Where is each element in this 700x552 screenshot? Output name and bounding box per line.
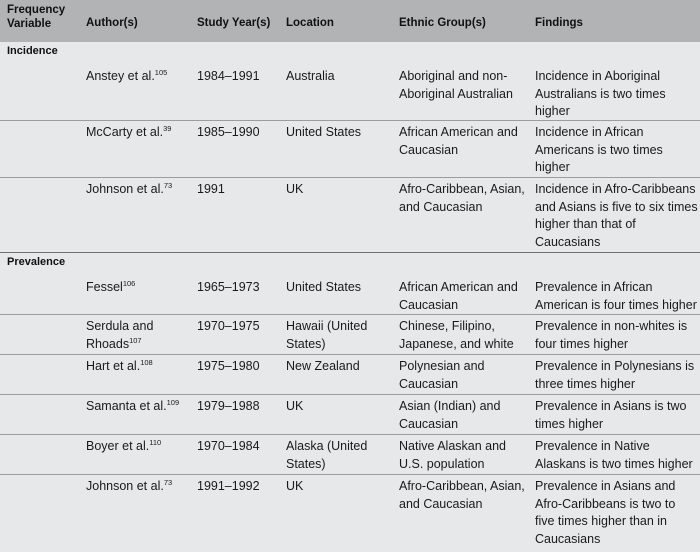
section-label-prevalence: Prevalence: [7, 256, 66, 268]
cell-study-year: 1991–1992: [197, 479, 260, 493]
cell-author: Serdula and Rhoads$^{107}$: [86, 319, 154, 351]
cell-author: McCarty et al.$^{39}$: [86, 124, 172, 139]
cell-study-year: 1979–1988: [197, 399, 260, 413]
cell-author: Johnson et al.$^{73}$: [86, 181, 173, 196]
cell-study-year: 1991: [197, 182, 225, 196]
header-ethnic-groups: Ethnic Group(s): [399, 17, 486, 29]
cell-ethnic-groups: African American and Caucasian: [399, 280, 518, 312]
cell-ethnic-groups: Afro-Caribbean, Asian, and Caucasian: [399, 479, 525, 511]
cell-author: Fessel$^{106}$: [86, 279, 136, 294]
cell-location: Hawaii (United States): [286, 319, 368, 351]
cell-findings: Incidence in Aboriginal Australians is two times higher: [535, 69, 666, 118]
row-divider: [0, 314, 700, 315]
section-label-incidence: Incidence: [7, 45, 58, 57]
cell-study-year: 1984–1991: [197, 69, 260, 83]
reference-number: 109: [166, 398, 180, 407]
cell-findings: Prevalence in Asians and Afro-Caribbeans is two to five times higher than in Caucasians: [535, 479, 676, 546]
cell-author: Johnson et al.$^{73}$: [86, 478, 173, 493]
cell-ethnic-groups: Chinese, Filipino, Japanese, and white: [399, 319, 514, 351]
header-authors: Author(s): [86, 17, 138, 29]
header-frequency-variable: Frequency Variable: [7, 4, 66, 30]
cell-ethnic-groups: Polynesian and Caucasian: [399, 359, 485, 391]
reference-number: 106: [122, 279, 136, 288]
section-divider: [0, 252, 700, 253]
reference-number: 73: [163, 478, 173, 487]
cell-study-year: 1970–1975: [197, 319, 260, 333]
cell-author: Anstey et al.$^{105}$: [86, 68, 168, 83]
header-study-years: Study Year(s): [197, 17, 271, 29]
cell-location: United States: [286, 280, 362, 294]
cell-author: Hart et al.$^{108}$: [86, 358, 153, 373]
reference-number: 110: [149, 438, 162, 447]
row-divider: [0, 177, 700, 178]
cell-ethnic-groups: Afro-Caribbean, Asian, and Caucasian: [399, 182, 525, 214]
row-divider: [0, 354, 700, 355]
cell-findings: Prevalence in Asians is two times higher: [535, 399, 687, 431]
row-divider: [0, 394, 700, 395]
cell-study-year: 1965–1973: [197, 280, 260, 294]
cell-author: Samanta et al.$^{109}$: [86, 398, 180, 413]
cell-study-year: 1970–1984: [197, 439, 260, 453]
cell-findings: Incidence in Afro-Caribbeans and Asians is five to six times higher than that of Caucasians: [535, 182, 698, 249]
cell-ethnic-groups: African American and Caucasian: [399, 125, 518, 157]
cell-location: United States: [286, 125, 362, 139]
row-divider: [0, 474, 700, 475]
cell-study-year: 1985–1990: [197, 125, 260, 139]
reference-number: 73: [163, 181, 173, 190]
reference-number: 105: [154, 68, 168, 77]
header-findings: Findings: [535, 17, 583, 29]
row-divider: [0, 434, 700, 435]
cell-study-year: 1975–1980: [197, 359, 260, 373]
cell-findings: Prevalence in African American is four times higher: [535, 280, 697, 312]
cell-location: Alaska (United States): [286, 439, 368, 471]
reference-number: 107: [129, 335, 142, 345]
cell-location: New Zealand: [286, 359, 360, 373]
cell-findings: Incidence in African Americans is two times higher: [535, 125, 663, 174]
cell-location: Australia: [286, 69, 335, 83]
cell-findings: Prevalence in Polynesians is three times higher: [535, 359, 695, 391]
cell-location: UK: [286, 399, 304, 413]
row-divider: [0, 120, 700, 121]
table-header: [0, 0, 700, 42]
cell-ethnic-groups: Asian (Indian) and Caucasian: [399, 399, 501, 431]
cell-ethnic-groups: Aboriginal and non-Aboriginal Australian: [399, 69, 513, 101]
cell-ethnic-groups: Native Alaskan and U.S. population: [399, 439, 507, 471]
reference-number: 39: [163, 124, 172, 133]
cell-location: UK: [286, 479, 304, 493]
cell-author: Boyer et al.$^{110}$: [86, 438, 162, 453]
cell-location: UK: [286, 182, 304, 196]
cell-findings: Prevalence in non-whites is four times higher: [535, 319, 688, 351]
header-location: Location: [286, 17, 334, 29]
cell-findings: Prevalence in Native Alaskans is two times higher: [535, 439, 693, 471]
reference-number: 108: [140, 358, 153, 367]
